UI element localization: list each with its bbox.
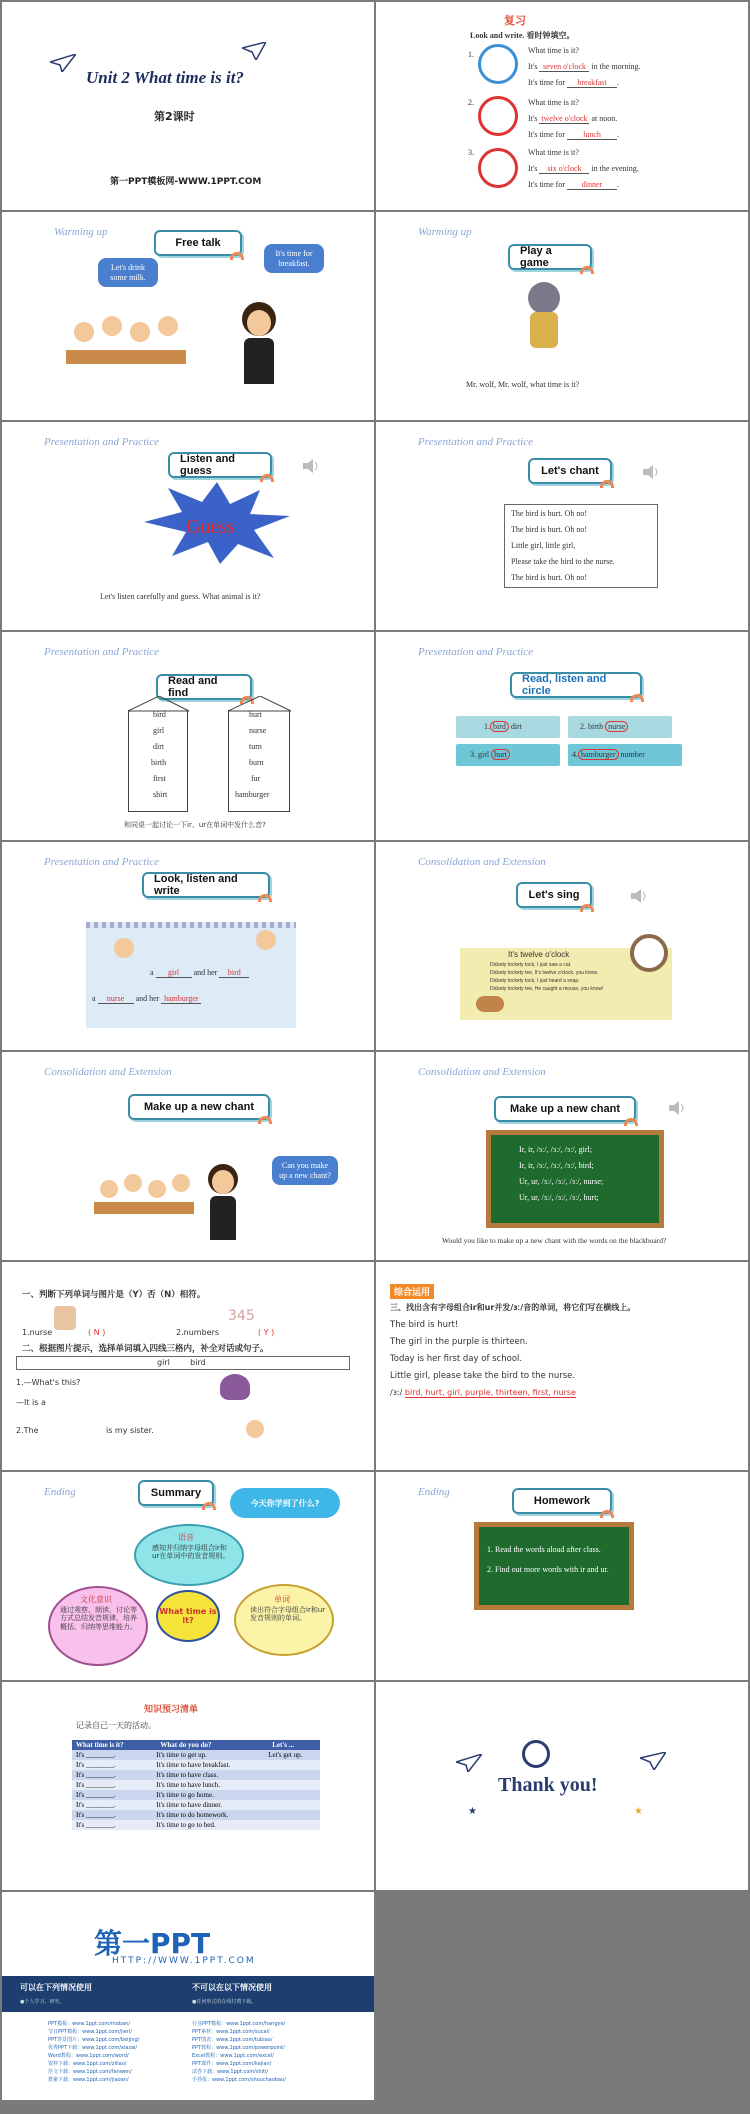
link-item[interactable]: Excel教程：www.1ppt.com/excel/	[192, 2053, 274, 2059]
slide-lets-sing	[376, 842, 748, 1050]
summary-words: 单词 读出符合字母组合ir和ur发音规则的单词。	[234, 1584, 334, 1656]
tab-read-listen-circle: Read, listen and circle	[510, 672, 642, 698]
caption: 和同桌一起讨论一下ir、ur在单词中发什么音?	[124, 821, 266, 829]
tab-listen-guess: Listen and guess	[168, 452, 272, 478]
link-item[interactable]: 优秀PPT下载：www.1ppt.com/xiazai/	[48, 2045, 138, 2051]
word-card[interactable]: 2. birth nurse	[568, 716, 672, 738]
word-card[interactable]: 3. girl hurt	[456, 744, 560, 766]
link-item[interactable]: Word教程：www.1ppt.com/word/	[48, 2053, 129, 2059]
star-icon: ★	[634, 1806, 643, 1817]
slide-play-game	[376, 212, 748, 420]
link-item[interactable]: 试卷下载：www.1ppt.com/shiti/	[192, 2069, 269, 2075]
speech-bubble: Let's drink some milk.	[98, 258, 158, 287]
caption: Would you like to make up a new chant with the words on the blackboard?	[442, 1236, 667, 1245]
tab-make-chant: Make up a new chant	[494, 1096, 636, 1122]
link-item[interactable]: PPT教程：www.1ppt.com/powerpoint/	[192, 2045, 285, 2051]
caption: Mr. wolf, Mr. wolf, what time is it?	[466, 380, 580, 389]
answer-words: bird, hurt, girl, purple, thirteen, first, nurse	[404, 1388, 576, 1397]
section-label: Consolidation and Extension	[418, 1066, 546, 1078]
slide-review: 复习 Look and write. 看时钟填空。 1. What time is it? It's seven o'clock in the morning. It's time for breakfast . 2. What time is it? It's twelve o'clock at noon. It's time for lunch . 3. What time is it? It's six o'clock in the evening. It's time for dinner .	[376, 2, 748, 210]
summary-culture: 文化意识 通过观察、朗读、讨论等方式总结发音规律，培养概括、归纳等思维能力。	[48, 1586, 148, 1666]
speaker-icon[interactable]	[302, 458, 320, 474]
exercise-heading-1: 一、判断下列单词与图片是（Y）否（N）相符。	[22, 1290, 206, 1300]
speech-bubble: It's time for breakfast.	[264, 244, 324, 273]
table-row: It's ________. It's time to have lunch.	[72, 1780, 320, 1790]
lesson-number: 第2课时	[154, 110, 195, 123]
section-label: Presentation and Practice	[418, 436, 534, 448]
clock-icon	[478, 96, 518, 136]
paper-plane-icon	[50, 54, 76, 72]
table-row: It's ________. It's time to have breakfast.	[72, 1760, 320, 1770]
table-row: It's ________. It's time to have class.	[72, 1770, 320, 1780]
table-row: It's ________. It's time to go home.	[72, 1790, 320, 1800]
section-label: Presentation and Practice	[44, 646, 160, 658]
paper-plane-icon	[242, 42, 266, 60]
slide-thank-you	[376, 1682, 748, 1890]
star-icon: ★	[468, 1806, 477, 1817]
word-house-ir: bird girl dirt birth first shirt	[128, 710, 188, 812]
speaker-icon[interactable]	[668, 1100, 686, 1116]
slide-homework	[376, 1472, 748, 1680]
classroom-illustration	[66, 312, 186, 382]
tab-homework: Homework	[512, 1488, 612, 1514]
notebook-illustration: a girl and her bird a nurse and her hamburger	[86, 922, 296, 1028]
cat-illustration	[476, 996, 504, 1012]
apply-heading: 三、找出含有字母组合ir和ur并发/ɜː/音的单词，将它们写在横线上。	[390, 1303, 636, 1312]
clock-icon	[630, 934, 668, 972]
table-row: It's ________. It's time to do homework.	[72, 1810, 320, 1820]
section-label: Presentation and Practice	[44, 856, 160, 868]
teacher-illustration	[234, 302, 284, 398]
slide-lets-chant	[376, 422, 748, 630]
tab-make-chant: Make up a new chant	[128, 1094, 270, 1120]
review-heading: 复习	[504, 14, 526, 27]
section-label: Presentation and Practice	[418, 646, 534, 658]
speech-bubble: Can you make up a new chant?	[272, 1156, 338, 1185]
chant-box: The bird is hurt. Oh no! The bird is hurt. Oh no! Little girl, little girl, Please take the bird to the nurse. The bird is hurt. Oh no!	[504, 504, 658, 588]
question-cloud: 今天你学到了什么?	[230, 1488, 340, 1518]
link-item[interactable]: PPT素材：www.1ppt.com/sucai/	[192, 2029, 270, 2035]
bird-picture	[220, 1374, 250, 1400]
slide-read-find	[2, 632, 374, 840]
clock-icon	[478, 44, 518, 84]
summary-phonics: 语音 感知并归纳字母组合ir和ur在单词中的发音规则。	[134, 1524, 244, 1586]
preview-title: 知识预习清单	[144, 1705, 199, 1715]
usage-banner: 可以在下列情况使用 不可以在以下情况使用 ●个人学习、研究。 ●任何形式的在线付费下载。	[2, 1976, 374, 2012]
blackboard: Ir, ir, /ɜː/, /ɜː/, /ɜː/, girl; Ir, ir, /ɜː/, /ɜː/, /ɜː/, bird; Ur, ur, /ɜː/, /ɜː/, /ɜː/, nurse; Ur, ur, /ɜː/, /ɜː/, /ɜː/, hurt;	[486, 1130, 664, 1228]
slide-new-chant-2	[376, 1052, 748, 1260]
numbers-picture: 345	[228, 1308, 255, 1324]
speaker-icon[interactable]	[642, 464, 660, 480]
section-label: Warming up	[418, 226, 472, 238]
slide-new-chant-1	[2, 1052, 374, 1260]
site-credit: 第一PPT模板网-WWW.1PPT.COM	[110, 177, 262, 187]
slide-credits	[2, 1892, 374, 2100]
slide-listen-guess	[2, 422, 374, 630]
link-item[interactable]: PPT图表：www.1ppt.com/tubiao/	[192, 2037, 273, 2043]
slide-summary	[2, 1472, 374, 1680]
link-item[interactable]: 手抄报：www.1ppt.com/shouchaobao/	[192, 2077, 286, 2083]
guess-label: Guess	[186, 516, 235, 538]
section-label: Consolidation and Extension	[44, 1066, 172, 1078]
blackboard: 1. Read the words aloud after class. 2. Find out more words with ir and ur.	[474, 1522, 634, 1610]
slide-free-talk	[2, 212, 374, 420]
paper-plane-icon	[640, 1752, 666, 1770]
word-card[interactable]: 4. hamburger number	[568, 744, 682, 766]
tab-lets-chant: Let's chant	[528, 458, 612, 484]
teacher-illustration	[202, 1164, 246, 1248]
slide-preview-list	[2, 1682, 374, 1890]
summary-center: What time is it?	[156, 1590, 220, 1642]
link-item[interactable]: 教案下载：www.1ppt.com/jiaoan/	[48, 2077, 129, 2083]
section-label: Consolidation and Extension	[418, 856, 546, 868]
link-item[interactable]: PPT模板：www.1ppt.com/moban/	[48, 2021, 130, 2027]
table-row: It's ________. It's time to go to bed.	[72, 1820, 320, 1830]
link-item[interactable]: PPT课件：www.1ppt.com/kejian/	[192, 2061, 272, 2067]
brand-logo: 第一PPT	[94, 1927, 211, 1960]
preview-table: What time is it? What do you do? Let's ... It's ________. It's time to get up. Let's get up. It's ________. It's time to have breakfast. It's ________. It's time to have class. It's ________. It's time to have lunch. It's ________. It's time to go home. It's ________. It's time to have dinner. It's ________. It's time to do homework. It's ________. It's time to go to bed.	[72, 1740, 320, 1830]
tab-free-talk: Free talk	[154, 230, 242, 256]
paper-plane-icon	[456, 1754, 482, 1772]
classroom-illustration	[94, 1172, 194, 1228]
slide-look-listen-write	[2, 842, 374, 1050]
exercise-heading-2: 二、根据图片提示，选择单词填入四线三格内，补全对话或句子。	[22, 1344, 269, 1354]
slide-title	[2, 2, 374, 210]
brand-url: HTTP://WWW.1PPT.COM	[112, 1956, 256, 1966]
nurse-picture	[54, 1306, 76, 1330]
section-label: Ending	[44, 1486, 76, 1498]
table-row: It's ________. It's time to get up. Let's get up.	[72, 1750, 320, 1760]
link-item[interactable]: PPT背景图片：www.1ppt.com/beijing/	[48, 2037, 140, 2043]
tab-lets-sing: Let's sing	[516, 882, 592, 908]
speaker-icon[interactable]	[630, 888, 648, 904]
wolf-illustration	[516, 282, 572, 352]
word-house-ur: hurt nurse turn burn fur hamburger	[228, 710, 290, 812]
word-card[interactable]: 1. bird dirt	[456, 716, 560, 738]
review-instruction: Look and write. 看时钟填空。	[470, 31, 575, 40]
tab-summary: Summary	[138, 1480, 214, 1506]
section-label: Presentation and Practice	[44, 436, 160, 448]
apply-tag: 综合运用	[390, 1284, 434, 1299]
clock-icon	[522, 1740, 550, 1768]
caption: Let's listen carefully and guess. What animal is it?	[100, 592, 261, 601]
section-label: Ending	[418, 1486, 450, 1498]
tab-look-listen-write: Look, listen and write	[142, 872, 270, 898]
word-options-box: girl bird	[16, 1356, 350, 1370]
thank-you-text: Thank you!	[498, 1774, 598, 1796]
clock-icon	[478, 148, 518, 188]
slide-title-text: Unit 2 What time is it?	[86, 68, 244, 87]
link-item[interactable]: 资料下载：www.1ppt.com/ziliao/	[48, 2061, 127, 2067]
song-picture: It's twelve o'clock Dickety tockety tock, I just saw a cat. Dickety tockety tee, It's twelve o'clock, you know. Dickety tockety tock, I just heard a snap. Dickety tockety tee, He caught a mouse, you know!	[460, 948, 672, 1020]
girl-picture	[246, 1420, 264, 1438]
tab-play-game: Play a game	[508, 244, 592, 270]
link-item[interactable]: 范文下载：www.1ppt.com/fanwen/	[48, 2069, 132, 2075]
link-item[interactable]: 行业PPT模板：www.1ppt.com/hangye/	[192, 2021, 286, 2027]
section-label: Warming up	[54, 226, 108, 238]
slide-read-listen-circle	[376, 632, 748, 840]
table-row: It's ________. It's time to have dinner.	[72, 1800, 320, 1810]
slide-exercise: 一、判断下列单词与图片是（Y）否（N）相符。 1.nurse ( N ) 345 2.numbers ( Y ) 二、根据图片提示，选择单词填入四线三格内，补全对话或句子。 girl bird 1.—What's this? —It is a 2.The is my sister.	[2, 1262, 374, 1470]
link-item[interactable]: 节日PPT模板：www.1ppt.com/jieri/	[48, 2029, 132, 2035]
preview-subtitle: 记录自己一天的活动。	[76, 1721, 156, 1730]
tab-read-find: Read and find	[156, 674, 252, 700]
slide-apply: 综合运用 三、找出含有字母组合ir和ur并发/ɜː/音的单词，将它们写在横线上。 The bird is hurt! The girl in the purple is thirteen. Today is her first day of school. Little girl, please take the bird to the nurse. /ɜː/ bird, hurt, girl, purple, thirteen, first, nurse	[376, 1262, 748, 1470]
